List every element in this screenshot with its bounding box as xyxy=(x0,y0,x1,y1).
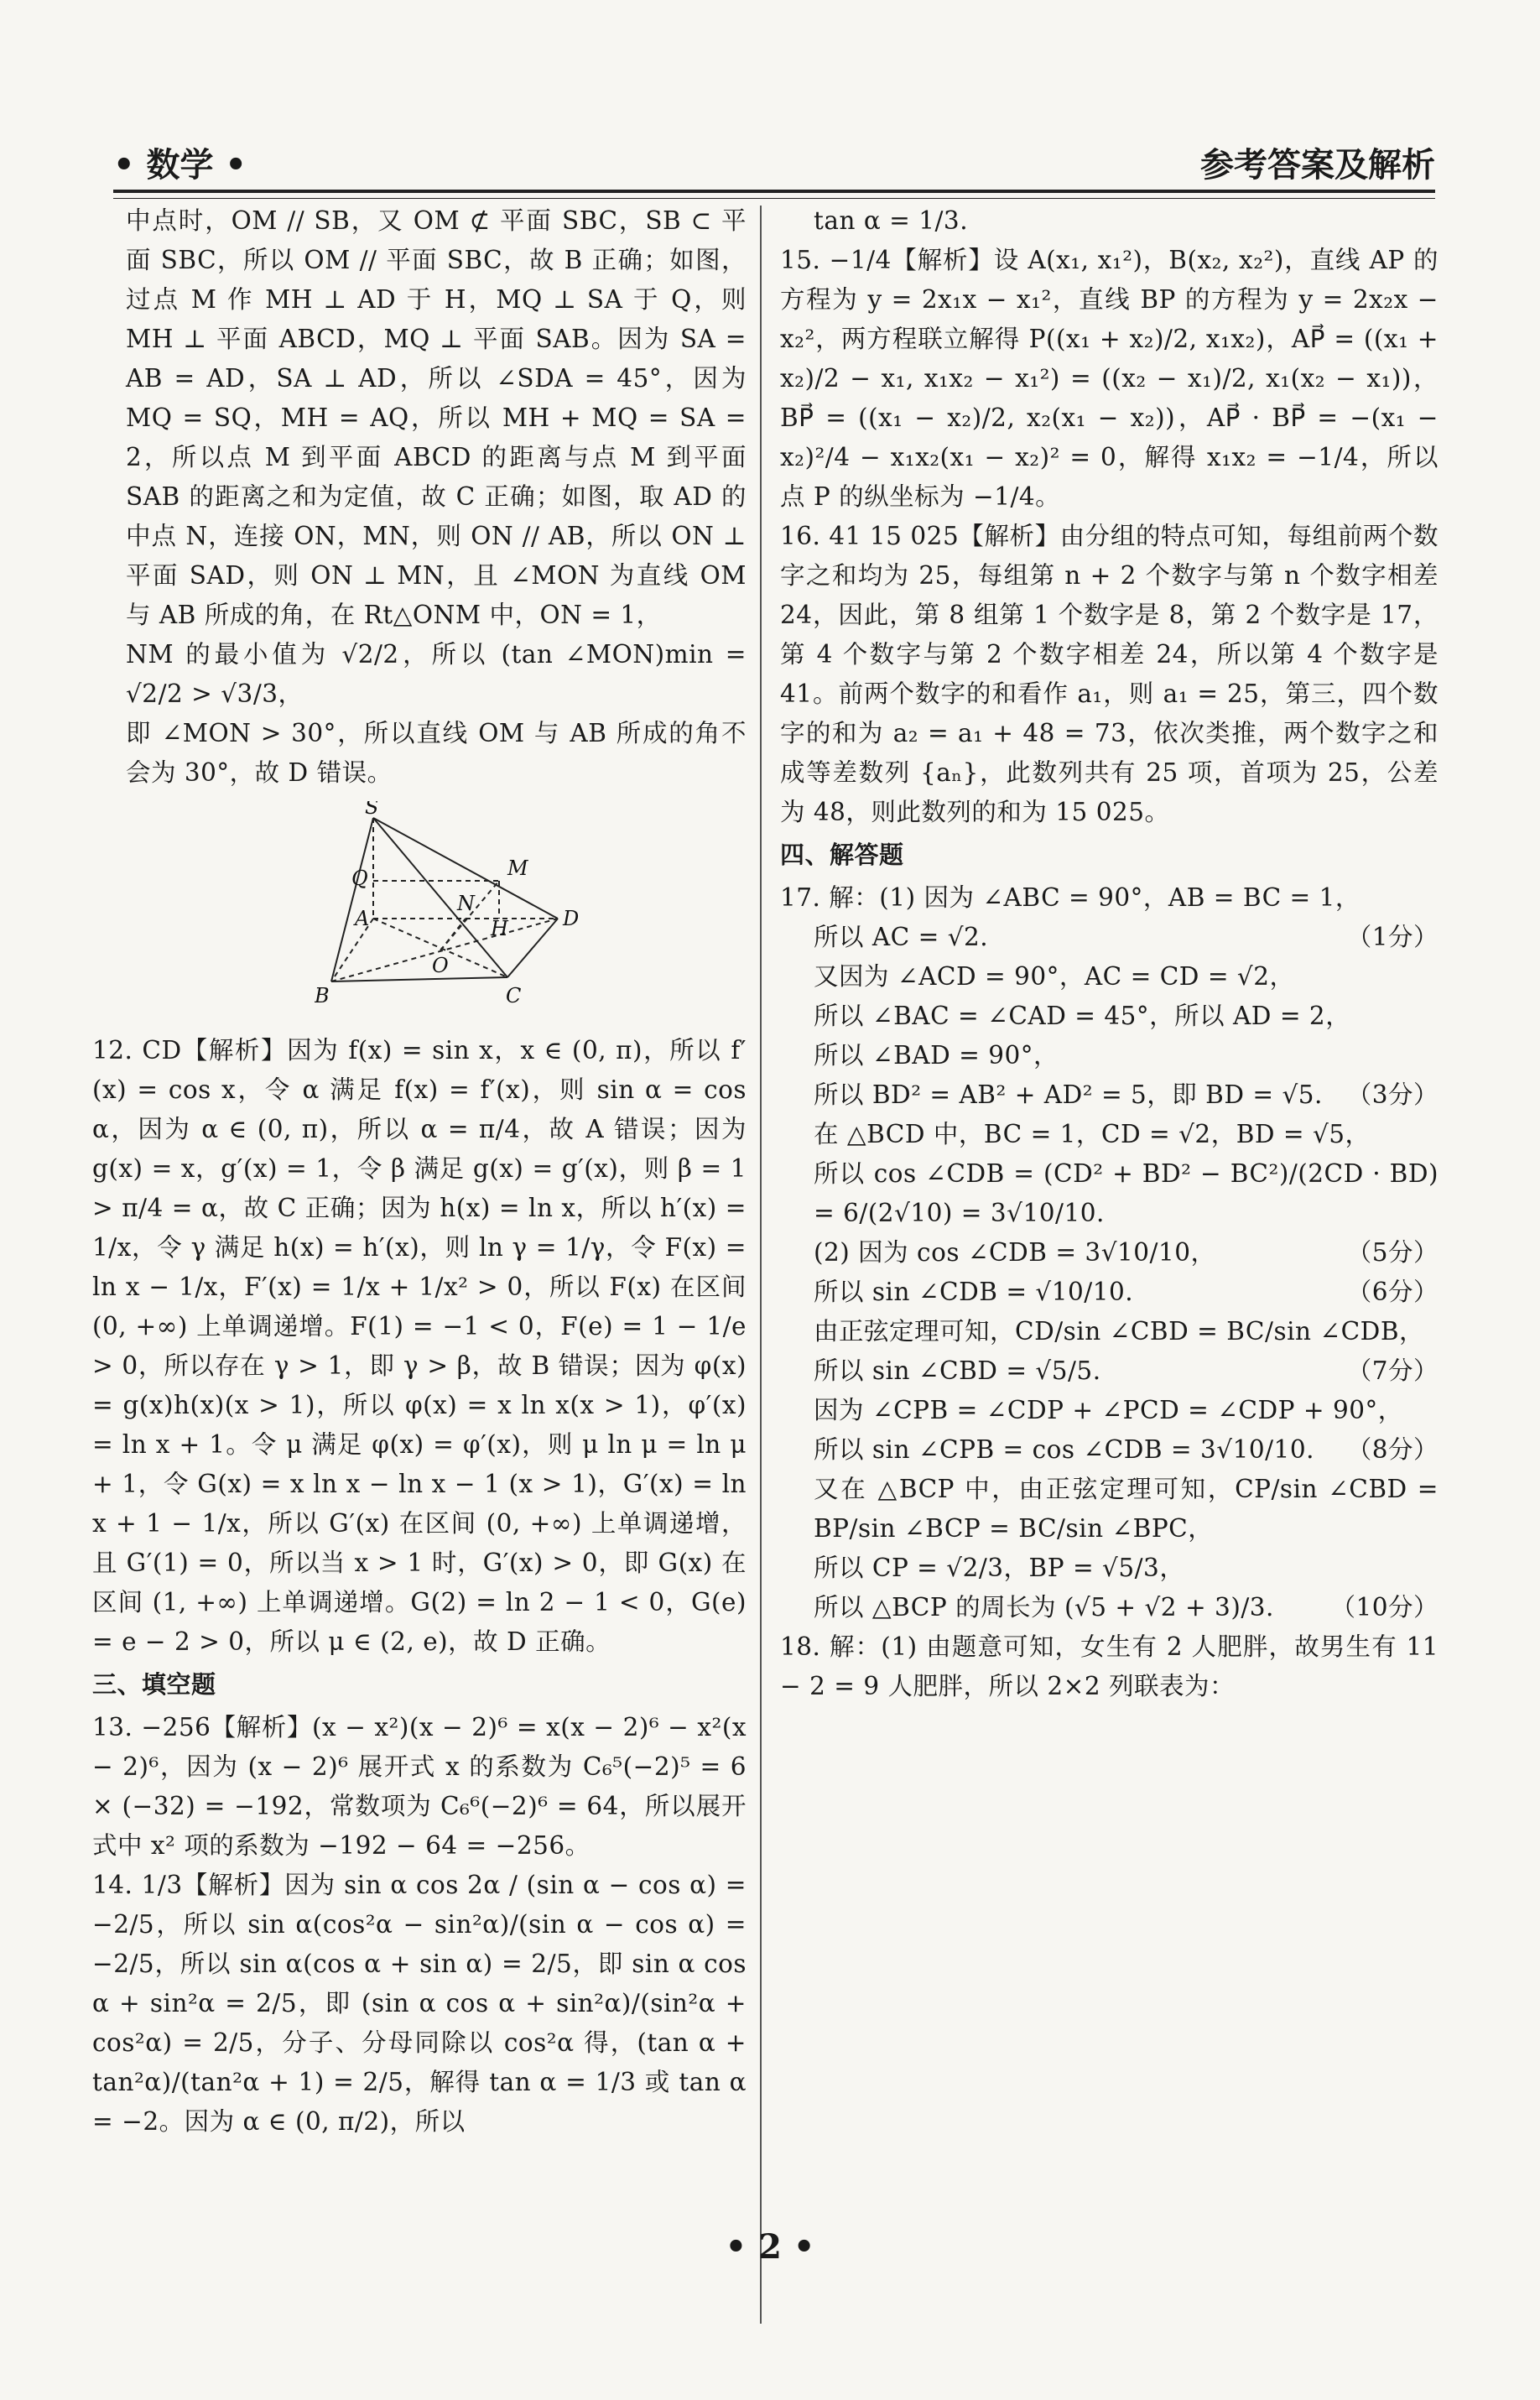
header-rule xyxy=(113,190,1435,193)
q11-conclusion: 即 ∠MON > 30°，所以直线 OM 与 AB 所成的角不会为 30°，故 D 错误。 xyxy=(126,719,747,787)
q17-line: 由正弦定理可知，CD/sin ∠CBD = BC/sin ∠CDB， xyxy=(814,1317,1425,1346)
q13-solution: 13. −256【解析】(x − x²)(x − 2)⁶ = x(x − 2)⁶ − x²(x − 2)⁶，因为 (x − 2)⁶ 展开式 x 的系数为 C₆⁵(−2)⁵ = 6 × (−32) = −192，常数项为 C₆⁶(−2)⁶ = 64，所以展开式中 x² 项的系数为 −192 − 64 = −256。 xyxy=(92,1713,747,1860)
q17-line: 所以 △BCP 的周长为 (√5 + √2 + 3)/3. （10分） xyxy=(814,1593,1439,1622)
right-column xyxy=(780,201,1439,1706)
q11-line-min: NM 的最小值为 √2/2，所以 (tan ∠MON)min = √2/2 > √3/3， xyxy=(126,640,747,708)
q17-line: 所以 cos ∠CDB = (CD² + BD² − BC²)/(2CD · BD) = 6/(2√10) = 3√10/10. xyxy=(814,1159,1439,1227)
q16-solution: 16. 41 15 025【解析】由分组的特点可知，每组前两个数字之和均为 25，每组第 n + 2 个数字与第 n 个数字相差 24，因此，第 8 组第 1 个数字是 8，第 2 个数字是 17，第 4 个数字与第 2 个数字相差 24，所以第 4 个数字是 41。前两个数字的和看作 a₁，则 a₁ = 25，第三，四个数字的和为 a₂ = a₁ + 48 = 73，依次类推，两个数字之和成等差数列 {aₙ}，此数列共有 25 项，首项为 25，公差为 48，则此数列的和为 15 025。 xyxy=(780,522,1439,826)
q15-solution: 15. −1/4【解析】设 A(x₁, x₁²)，B(x₂, x₂²)，直线 AP 的方程为 y = 2x₁x − x₁²，直线 BP 的方程为 y = 2x₂x − x₂²，两方程联立解得 P((x₁ + x₂)/2, x₁x₂)，AP⃗ = ((x₁ + x₂)/2 − x₁, x₁x₂ − x₁²) = ((x₂ − x₁)/2, x₁(x₂ − x₁))，BP⃗ = ((x₁ − x₂)/2, x₂(x₁ − x₂))，AP⃗ · BP⃗ = −(x₁ − x₂)²/4 − x₁x₂(x₁ − x₂)² = 0，解得 x₁x₂ = −1/4，所以点 P 的纵坐标为 −1/4。 xyxy=(780,246,1439,511)
q14-conclusion: tan α = 1/3. xyxy=(814,206,969,235)
q17-line: 又在 △BCP 中，由正弦定理可知，CP/sin ∠CBD = BP/sin ∠BCP = BC/sin ∠BPC， xyxy=(814,1475,1439,1543)
label-o: O xyxy=(432,954,450,977)
q14-solution: 14. 1/3【解析】因为 sin α cos 2α / (sin α − cos α) = −2/5，所以 sin α(cos²α − sin²α)/(sin α − cos α) = −2/5，所以 sin α(cos α + sin α) = 2/5，即 sin α cos α + sin²α = 2/5，即 (sin α cos α + sin²α)/(sin²α + cos²α) = 2/5，分子、分母同除以 cos²α 得，(tan α + tan²α)/(tan²α + 1) = 2/5，解得 tan α = 1/3 或 tan α = −2。因为 α ∈ (0, π/2)，所以 xyxy=(92,1871,747,2136)
subject-label: • 数学 • xyxy=(113,145,247,185)
q11-continuation: 中点时，OM // SB，又 OM ⊄ 平面 SBC，SB ⊂ 平面 SBC，所以 OM // 平面 SBC，故 B 正确；如图，过点 M 作 MH ⊥ AD 于 H，MQ ⊥ SA 于 Q，则 MH ⊥ 平面 ABCD，MQ ⊥ 平面 SAB。因为 SA = AB = AD，SA ⊥ AD，所以 ∠SDA = 45°，因为 MQ = SQ，MH = AQ，所以 MH + MQ = SA = 2，所以点 M 到平面 ABCD 的距离与点 M 到平面 SAB 的距离之和为定值，故 C 正确；如图，取 AD 的中点 N，连接 ON，MN，则 ON // AB，所以 ON ⊥ 平面 SAD，则 ON ⊥ MN，且 ∠MON 为直线 OM 与 AB 所成的角，在 Rt△ONM 中，ON = 1， xyxy=(126,206,747,629)
section-answer: 四、解答题 xyxy=(780,841,904,869)
label-a: A xyxy=(355,907,370,930)
column-divider xyxy=(760,206,762,2324)
section-fill-blank: 三、填空题 xyxy=(92,1670,216,1699)
q17-line: 所以 BD² = AB² + AD² = 5，即 BD = √5. （3分） xyxy=(814,1080,1439,1109)
q17-line: 17. 解：(1) 因为 ∠ABC = 90°，AB = BC = 1， xyxy=(780,883,1361,912)
q17-line: 又因为 ∠ACD = 90°，AC = CD = √2， xyxy=(814,962,1295,991)
q17-line: 所以 ∠BAC = ∠CAD = 45°，所以 AD = 2， xyxy=(814,1002,1351,1030)
q17-line: 所以 CP = √2/3，BP = √5/3， xyxy=(814,1554,1185,1582)
label-c: C xyxy=(506,984,522,1007)
section-title: 参考答案及解析 xyxy=(1200,145,1435,185)
page-number: • 2 • xyxy=(725,2227,815,2267)
q17-line: 所以 ∠BAD = 90°， xyxy=(814,1041,1059,1070)
q17-line: 因为 ∠CPB = ∠CDP + ∠PCD = ∠CDP + 90°， xyxy=(814,1396,1403,1424)
q17-line: 所以 sin ∠CDB = √10/10. （6分） xyxy=(814,1278,1439,1306)
page-header xyxy=(113,134,1435,193)
q17-line: 所以 AC = √2. （1分） xyxy=(814,923,1439,951)
q17-line: 所以 sin ∠CPB = cos ∠CDB = 3√10/10. （8分） xyxy=(814,1435,1439,1464)
label-b: B xyxy=(315,984,330,1007)
q12-solution: 12. CD【解析】因为 f(x) = sin x，x ∈ (0, π)，所以 f′(x) = cos x，令 α 满足 f(x) = f′(x)，则 sin α = cos α，因为 α ∈ (0, π)，所以 α = π/4，故 A 错误；因为 g(x) = x，g′(x) = 1，令 β 满足 g(x) = g′(x)，则 β = 1 > π/4 = α，故 C 正确；因为 h(x) = ln x，所以 h′(x) = 1/x，令 γ 满足 h(x) = h′(x)，则 ln γ = 1/γ，令 F(x) = ln x − 1/x，F′(x) = 1/x + 1/x² > 0，所以 F(x) 在区间 (0, +∞) 上单调递增。F(1) = −1 < 0，F(e) = 1 − 1/e > 0，所以存在 γ > 1，即 γ > β，故 B 错误；因为 φ(x) = g(x)h(x)(x > 1)，所以 φ(x) = x ln x(x > 1)，φ′(x) = ln x + 1。令 μ 满足 φ(x) = φ′(x)，则 μ ln μ = ln μ + 1，令 G(x) = x ln x − ln x − 1 (x > 1)，G′(x) = ln x + 1 − 1/x，所以 G′(x) 在区间 (0, +∞) 上单调递增，且 G′(1) = 0，所以当 x > 1 时，G′(x) > 0，即 G(x) 在区间 (1, +∞) 上单调递增。G(2) = ln 2 − 1 < 0，G(e) = e − 2 > 0，所以 μ ∈ (2, e)，故 D 正确。 xyxy=(92,1036,747,1656)
q17-line: 所以 sin ∠CBD = √5/5. （7分） xyxy=(814,1356,1439,1385)
label-h: H xyxy=(491,917,509,940)
q18-solution: 18. 解：(1) 由题意可知，女生有 2 人肥胖，故男生有 11 − 2 = 9 人肥胖，所以 2×2 列联表为： xyxy=(780,1632,1439,1700)
label-n: N xyxy=(457,892,476,915)
q17-line: (2) 因为 cos ∠CDB = 3√10/10， xyxy=(814,1238,1216,1267)
left-column xyxy=(92,201,747,2142)
label-d: D xyxy=(563,907,580,930)
label-s: S xyxy=(365,801,379,819)
pyramid-figure xyxy=(315,801,583,1011)
label-q: Q xyxy=(351,867,369,890)
label-m: M xyxy=(507,856,529,880)
header-rule-thin xyxy=(113,198,1435,199)
q17-solution: 17. 解：(1) 因为 ∠ABC = 90°，AB = BC = 1， 所以 AC = √2. （1分） 又因为 ∠ACD = 90°，AC = CD = √2， 所以 ∠BAC = ∠CAD = 45°，所以 AD = 2， 所以 ∠BAD = 90°， 所以 BD² = AB² + AD² = 5，即 BD = √5. （3分） 在 △BCD 中，BC = 1，CD = √2，BD = √5， 所以 cos ∠CDB = (CD² + BD² − BC²)/(2CD · BD) = 6/(2√10) = 3√10/10. （5分） (2) 因为 cos ∠CDB = 3√10/10， 所以 sin ∠CDB = √10/10. （6分） 由正弦定理可知，CD/sin ∠CBD = BC/sin ∠CDB， 所以 sin ∠CBD = √5/5. （7分） 因为 ∠CPB = ∠CDP + ∠PCD = ∠CDP + 90°， 所以 sin ∠CPB = cos ∠CDB = 3√10/10. （8分） 又在 △BCP 中，由正弦定理可知，CP/sin ∠CBD = BP/sin ∠BCP = BC/sin ∠BPC， 所以 CP = √2/3，BP = √5/3， 所以 △BCP 的周长为 (√5 + √2 + 3)/3. （10分） xyxy=(780,878,1439,1627)
q17-line: 在 △BCD 中，BC = 1，CD = √2，BD = √5， xyxy=(814,1120,1371,1148)
